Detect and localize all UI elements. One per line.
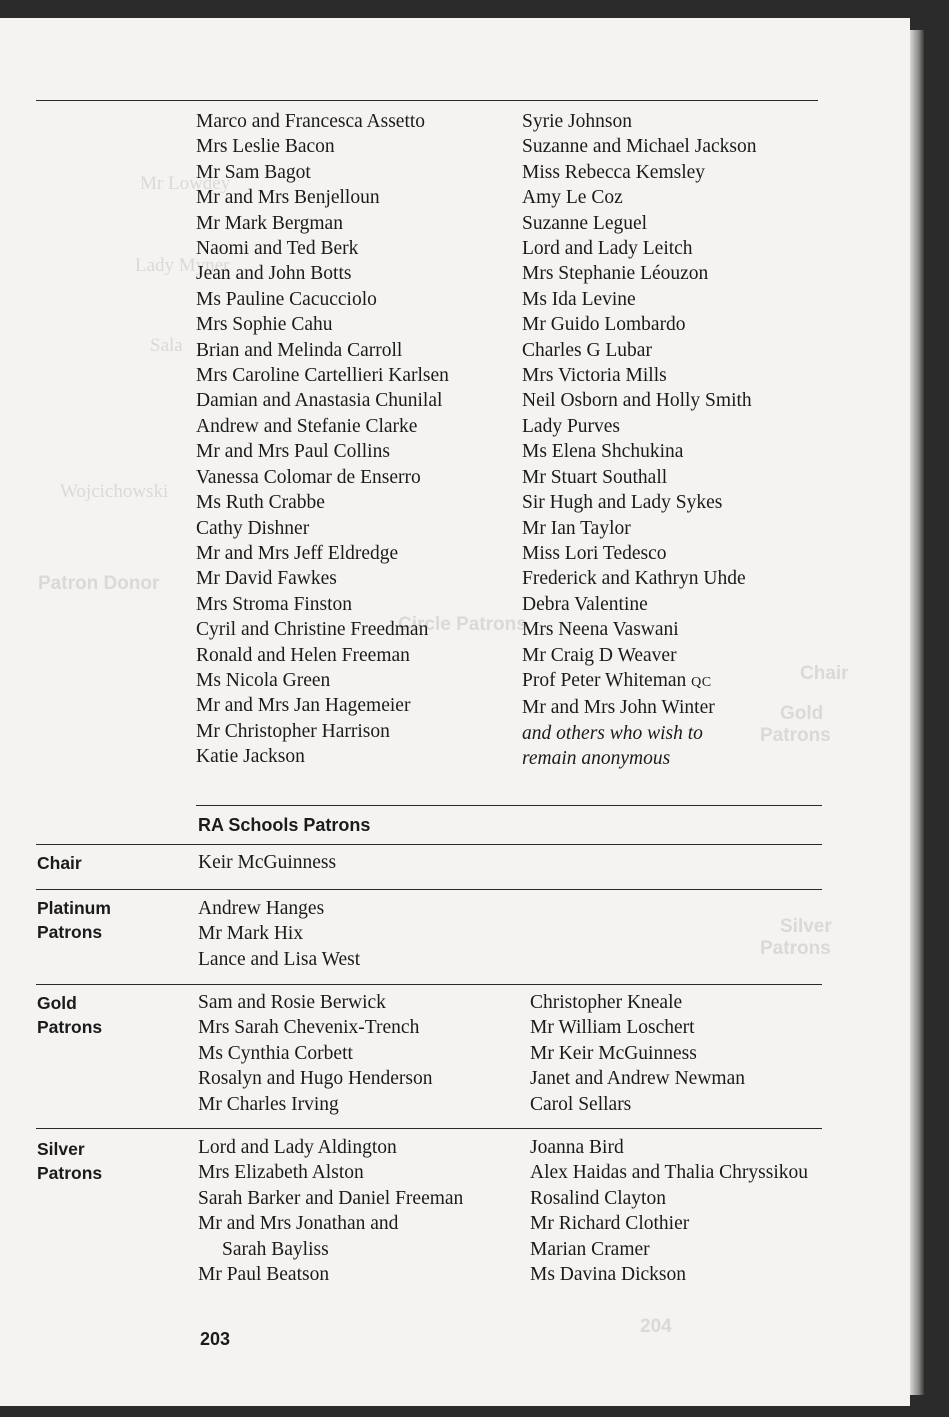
patron-name: Suzanne Leguel [522,212,648,234]
patron-name: Alex Haidas and Thalia Chryssikou [530,1162,809,1184]
patron-name: Mrs Elizabeth Alston [198,1162,364,1184]
patrons-right-column [522,109,756,772]
patron-name: Mr Keir McGuinness [530,1042,697,1064]
patron-name: Lady Purves [522,415,621,437]
platinum-label: Platinum Patrons [37,898,111,942]
silver-label: Silver Patrons [37,1139,103,1183]
silver-rule [36,1128,822,1129]
patron-name: Vanessa Colomar de Enserro [196,466,421,488]
patron-name: Mr Sam Bagot [196,161,311,183]
patron-name: Lord and Lady Aldington [198,1137,397,1158]
top-rule [36,100,818,101]
patron-name: Ronald and Helen Freeman [196,644,410,666]
patron-name: Prof Peter Whiteman [522,669,687,691]
patron-name: Rosalind Clayton [530,1187,666,1209]
patron-name: Carol Sellars [530,1093,632,1115]
chair-label: Chair [37,853,82,873]
patron-name: Mrs Stroma Finston [196,593,353,615]
platinum-names [198,896,360,972]
patron-name: Brian and Melinda Carroll [196,339,403,361]
patron-name: Rosalyn and Hugo Henderson [198,1068,433,1090]
patron-name: Damian and Anastasia Chunilal [196,390,443,412]
patron-name: Mr Craig D Weaver [522,644,677,666]
anonymous-note: remain anonymous [522,748,671,770]
patron-name: Ms Ruth Crabbe [196,492,325,514]
chair-names [198,850,336,875]
section-heading: RA Schools Patrons [198,815,371,835]
page-number: 203 [200,1329,231,1349]
chair-rule [36,844,822,845]
patron-name: Mr Stuart Southall [522,466,668,488]
patron-name: Mr and Mrs John Winter [522,697,715,719]
patron-name: Mrs Sarah Chevenix-Trench [198,1017,420,1039]
patron-name: Frederick and Kathryn Uhde [522,568,746,590]
silver-left-names [198,1135,463,1287]
patron-name: Andrew Hanges [198,898,325,919]
patron-name: Ms Ida Levine [522,288,636,310]
patron-name: Mrs Victoria Mills [522,365,667,387]
patron-name: Ms Davina Dickson [530,1264,686,1286]
patron-name: Lance and Lisa West [198,948,361,970]
gold-rule [36,984,822,985]
page-edge-shadow [910,30,924,1395]
patron-name: Sam and Rosie Berwick [198,992,386,1013]
patron-name: Charles G Lubar [522,339,652,361]
patron-name: Katie Jackson [196,746,305,768]
patrons-left-column [196,109,449,770]
anonymous-note: and others who wish to [522,722,703,744]
patron-name: Ms Pauline Cacucciolo [196,288,377,310]
patron-name: Cyril and Christine Freedman [196,619,429,641]
patron-name: Sarah Bayliss [222,1238,329,1260]
patron-name: Marco and Francesca Assetto [196,111,426,132]
patron-name: Debra Valentine [522,593,648,615]
patron-name: Ms Elena Shchukina [522,441,684,463]
patron-name: Mrs Sophie Cahu [196,314,333,336]
patron-name: Mr Paul Beatson [198,1264,330,1286]
patron-name: Mr David Fawkes [196,568,337,590]
patron-name: Sir Hugh and Lady Sykes [522,492,723,514]
patron-name: Miss Lori Tedesco [522,542,667,564]
patron-name: Mr and Mrs Jan Hagemeier [196,695,411,717]
patron-name: Mr William Loschert [530,1017,695,1039]
patron-name: Suzanne and Michael Jackson [522,136,757,158]
patron-name: Mrs Caroline Cartellieri Karlsen [196,365,449,387]
patron-name: Mr and Mrs Paul Collins [196,441,390,463]
patron-name: Keir McGuinness [198,852,337,873]
patron-name: Joanna Bird [530,1137,624,1158]
patron-name: Mr Ian Taylor [522,517,631,539]
patron-name: Ms Cynthia Corbett [198,1042,353,1064]
patron-name: Syrie Johnson [522,111,632,132]
platinum-rule [36,889,822,890]
patron-name: Mr and Mrs Benjelloun [196,187,380,209]
patron-name: Amy Le Coz [522,187,623,209]
honorific-suffix: QC [691,674,712,690]
patron-name: Neil Osborn and Holly Smith [522,390,752,412]
patron-name: Mr Christopher Harrison [196,720,390,742]
gold-label: Gold Patrons [37,993,103,1037]
patron-name: Christopher Kneale [530,992,683,1013]
patron-name: Jean and John Botts [196,263,352,285]
patron-name: Mr Guido Lombardo [522,314,686,336]
patron-name: Sarah Barker and Daniel Freeman [198,1187,464,1209]
patron-name: Mr and Mrs Jonathan and [198,1213,399,1235]
patron-name-with-suffix [522,668,756,695]
patron-name: Andrew and Stefanie Clarke [196,415,418,437]
gold-right-names [530,990,745,1117]
section-rule [196,805,822,806]
patron-name: Naomi and Ted Berk [196,238,359,260]
patron-name: Ms Nicola Green [196,669,331,691]
patron-name: Janet and Andrew Newman [530,1068,745,1090]
patron-name: Mr and Mrs Jeff Eldredge [196,542,399,564]
patron-name: Mrs Leslie Bacon [196,136,335,158]
patron-name: Lord and Lady Leitch [522,238,693,260]
patron-name: Mr Richard Clothier [530,1213,690,1235]
gold-left-names [198,990,433,1117]
patron-name: Cathy Dishner [196,517,310,539]
patron-name: Mr Mark Bergman [196,212,343,234]
silver-right-names [530,1135,808,1287]
patron-name: Mr Charles Irving [198,1093,339,1115]
document-page: Mr Lowdey Lady Myner Sala Wojcichowski Patron Donor Circle Patrons Chair Gold Patrons Silver Patrons 204 Marco and Francesca Assetto Mrs Leslie Bacon Mr Sam Bagot Mr and Mrs Benjelloun Mr Mark Bergman Naomi and Ted Berk Jean and John Botts Ms Pauline Cacucciolo Mrs Sophie Cahu Brian and Melinda Carroll Mrs Caroline Cartellieri Karlsen Damian and Anastasia Chunilal Andrew and Stefanie Clarke Mr and Mrs Paul Collins Vanessa Colomar de Enserro Ms Ruth Crabbe Cathy Dishner Mr and Mrs Jeff Eldredge Mr David Fawkes Mrs Stroma Finston Cyril and Christine Freedman Ronald and Helen Freeman Ms Nicola Green Mr and Mrs Jan Hagemeier Mr Christopher Harrison Katie Jackson Syrie Johnson Suzanne and Michael Jackson Miss Rebecca Kemsley Amy Le Coz Suzanne Leguel Lord and Lady Leitch Mrs Stephanie Léouzon Ms Ida Levine Mr Guido Lombardo Charles G Lubar Mrs Victoria Mills Neil Osborn and Holly Smith Lady Purves Ms Elena Shchukina Mr Stuart Southall Sir Hugh and Lady Sykes Mr Ian Taylor Miss Lori Tedesco Frederick and Kathryn Uhde Debra Valentine Mrs Neena Vaswani Mr Craig D Weaver Prof Peter Whiteman QC Mr and Mrs John Winter and others who wish to remain anonymous RA Schools Patrons Chair Keir McGuinness Platinum Patrons Andrew Hanges Mr Mark Hix Lance and Lisa West Gold Patrons Sam and Rosie Berwick Mrs Sarah Chevenix-Trench Ms Cynthia Corbett Rosalyn and Hugo Henderson Mr Charles Irving Christopher Kneale Mr William Loschert Mr Keir McGuinness Janet and Andrew Newman Carol Sellars Silver Patrons Lord and Lady Aldington Mrs Elizabeth Alston Sarah Barker and Daniel Freeman Mr and Mrs Jonathan and Sarah Bayliss Mr Paul Beatson Joanna Bird Alex Haidas and Thalia Chryssikou Rosalind Clayton Mr Richard Clothier Marian Cramer Ms Davina Dickson 203 [0,18,910,1406]
patron-name: Marian Cramer [530,1238,650,1260]
patron-name: Miss Rebecca Kemsley [522,161,706,183]
patron-name: Mr Mark Hix [198,923,304,945]
patron-name: Mrs Neena Vaswani [522,619,679,641]
patron-name: Mrs Stephanie Léouzon [522,263,709,285]
